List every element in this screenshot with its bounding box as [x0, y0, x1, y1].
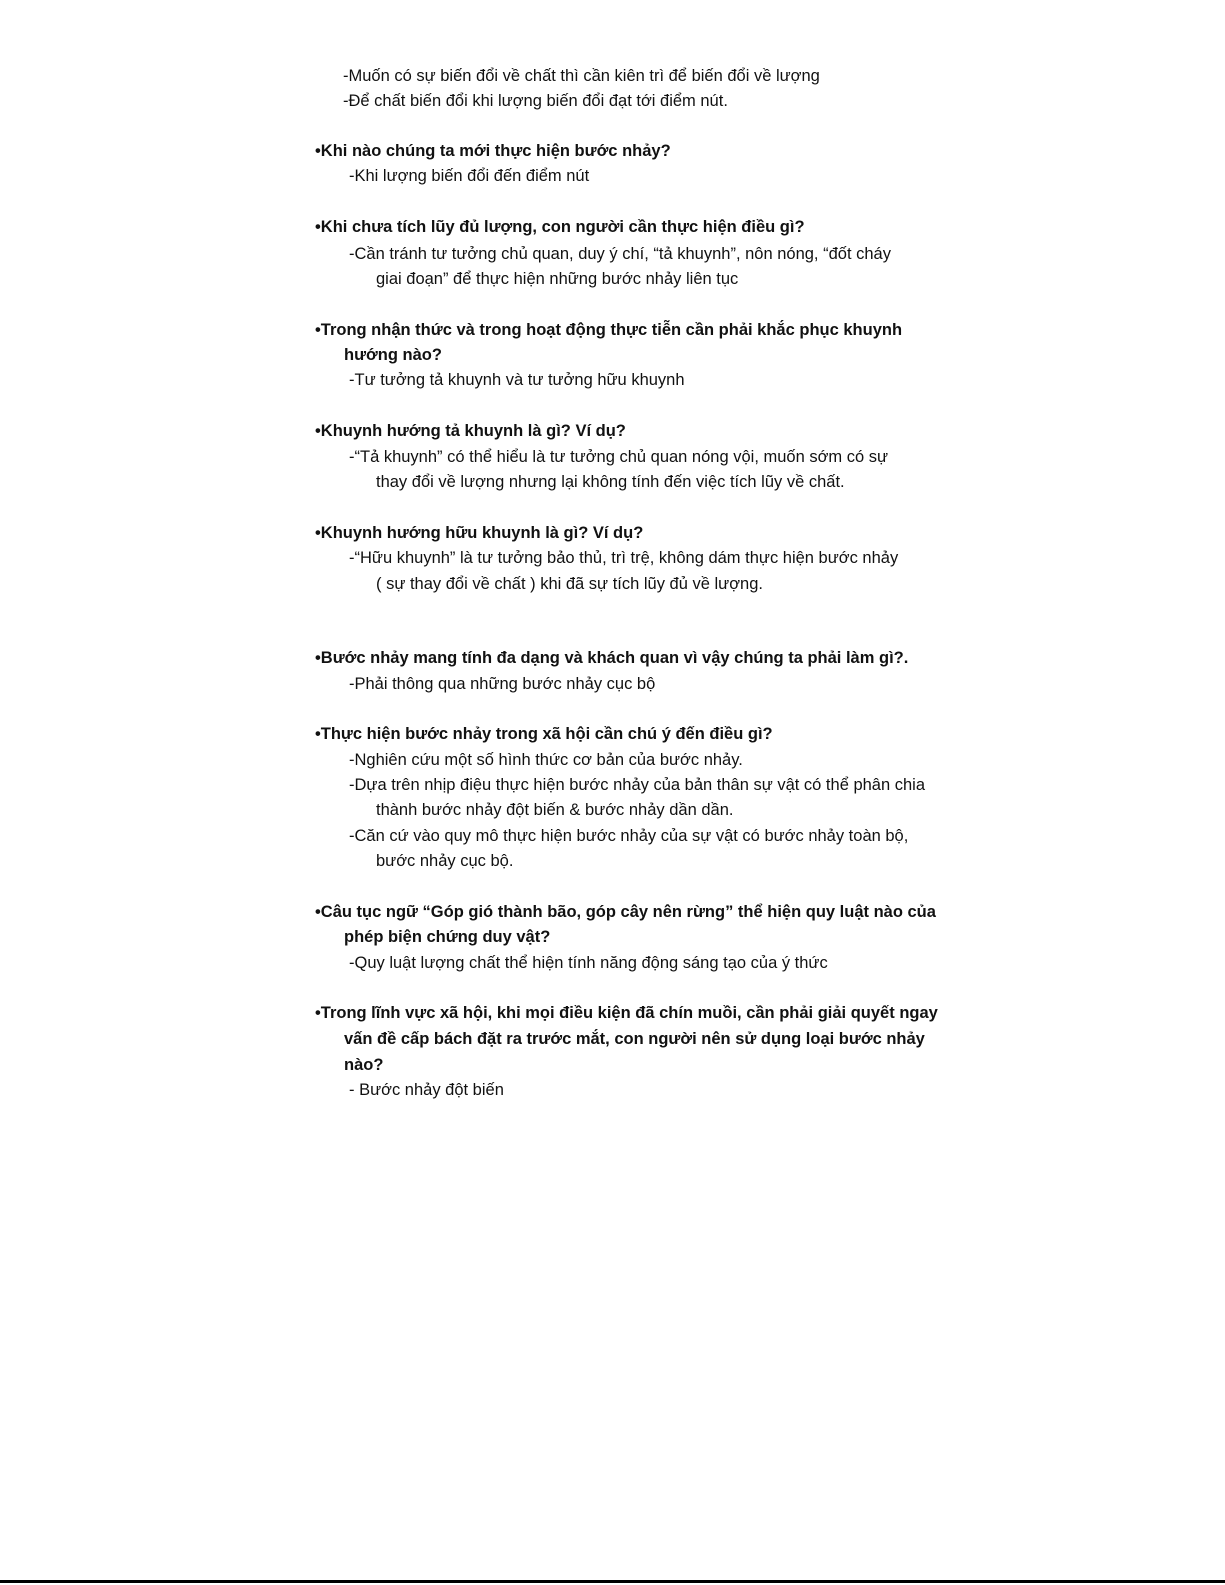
answer-line: -Cần tránh tư tưởng chủ quan, duy ý chí, “tả khuynh”, nôn nóng, “đốt cháy [349, 245, 891, 263]
answer-line: -Muốn có sự biến đổi về chất thì cần kiên trì để biến đổi về lượng [343, 67, 820, 85]
answer-line: -“Tả khuynh” có thể hiểu là tư tưởng chủ quan nóng vội, muốn sớm có sự [349, 448, 889, 466]
question-heading: •Khi chưa tích lũy đủ lượng, con người cần thực hiện điều gì? [315, 218, 805, 236]
answer-line-continued: bước nhảy cục bộ. [376, 852, 514, 870]
question-heading: •Trong lĩnh vực xã hội, khi mọi điều kiện đã chín muồi, cần phải giải quyết ngay [315, 1004, 938, 1022]
answer-line: -Để chất biến đổi khi lượng biến đổi đạt tới điểm nút. [343, 92, 728, 110]
answer-line: -Khi lượng biến đổi đến điểm nút [349, 167, 590, 185]
answer-line: -Căn cứ vào quy mô thực hiện bước nhảy của sự vật có bước nhảy toàn bộ, [349, 827, 909, 845]
question-heading-continued: phép biện chứng duy vật? [344, 928, 551, 946]
question-heading: •Khi nào chúng ta mới thực hiện bước nhảy? [315, 142, 671, 160]
answer-line: - Bước nhảy đột biến [349, 1081, 504, 1099]
answer-line: -Phải thông qua những bước nhảy cục bộ [349, 675, 656, 693]
question-heading-continued: vấn đề cấp bách đặt ra trước mắt, con người nên sử dụng loại bước nhảy [344, 1030, 925, 1048]
answer-line: -Nghiên cứu một số hình thức cơ bản của bước nhảy. [349, 751, 743, 769]
answer-line-continued: thay đổi về lượng nhưng lại không tính đến việc tích lũy về chất. [376, 473, 845, 491]
answer-line-continued: thành bước nhảy đột biến & bước nhảy dần dần. [376, 801, 734, 819]
question-heading: •Trong nhận thức và trong hoạt động thực tiễn cần phải khắc phục khuynh [315, 321, 903, 339]
question-heading: •Bước nhảy mang tính đa dạng và khách quan vì vậy chúng ta phải làm gì?. [315, 649, 909, 667]
answer-line-continued: ( sự thay đổi về chất ) khi đã sự tích lũy đủ về lượng. [376, 575, 763, 593]
page-bottom-border [0, 1580, 1225, 1583]
question-heading-continued: nào? [344, 1056, 384, 1074]
answer-line: -Quy luật lượng chất thể hiện tính năng động sáng tạo của ý thức [349, 954, 828, 972]
answer-line-continued: giai đoạn” để thực hiện những bước nhảy liên tục [376, 270, 739, 288]
question-heading: •Thực hiện bước nhảy trong xã hội cần chú ý đến điều gì? [315, 725, 773, 743]
question-heading: •Khuynh hướng tả khuynh là gì? Ví dụ? [315, 422, 626, 440]
answer-line: -Dựa trên nhịp điệu thực hiện bước nhảy của bản thân sự vật có thể phân chia [349, 776, 926, 794]
answer-line: -“Hữu khuynh” là tư tưởng bảo thủ, trì trệ, không dám thực hiện bước nhảy [349, 549, 899, 567]
question-heading-continued: hướng nào? [344, 346, 442, 364]
answer-line: -Tư tưởng tả khuynh và tư tưởng hữu khuynh [349, 371, 685, 389]
question-heading: •Câu tục ngữ “Góp gió thành bão, góp cây nên rừng” thể hiện quy luật nào của [315, 903, 936, 921]
question-heading: •Khuynh hướng hữu khuynh là gì? Ví dụ? [315, 524, 644, 542]
